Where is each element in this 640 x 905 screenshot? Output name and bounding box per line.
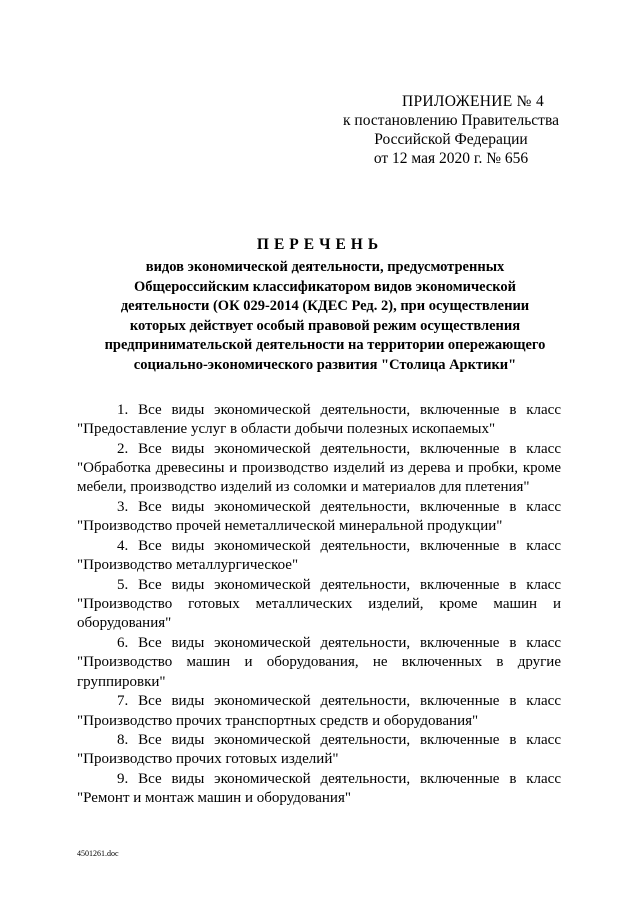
list-item-class: "Производство прочих готовых изделий" bbox=[77, 751, 339, 768]
list-item-class: "Производство готовых металлических изделий, кроме машин и оборудования" bbox=[77, 596, 561, 632]
subtitle-line: предпринимательской деятельности на территории опережающего bbox=[104, 337, 546, 353]
list-item-lead: 8. Все виды экономической деятельности, включенные в класс bbox=[117, 732, 561, 749]
list-item bbox=[77, 401, 561, 440]
list-item-lead: 6. Все виды экономической деятельности, включенные в класс bbox=[117, 635, 561, 652]
appendix-title: ПРИЛОЖЕНИЕ № 4 bbox=[401, 93, 544, 110]
list-item-class: "Производство прочей неметаллической минеральной продукции" bbox=[77, 518, 503, 535]
list-item bbox=[77, 537, 561, 576]
appendix-block bbox=[338, 92, 564, 168]
appendix-date-number: от 12 мая 2020 г. № 656 bbox=[373, 150, 529, 167]
subtitle-line: Общероссийским классификатором видов экономической bbox=[134, 278, 516, 295]
subtitle-line: видов экономической деятельности, предусмотренных bbox=[145, 259, 505, 275]
list-item-lead: 7. Все виды экономической деятельности, включенные в класс bbox=[117, 693, 561, 710]
list-item bbox=[77, 731, 561, 770]
list-item-lead: 1. Все виды экономической деятельности, включенные в класс bbox=[117, 402, 561, 418]
appendix-decree: к постановлению Правительства bbox=[343, 112, 559, 129]
list-item-class: "Ремонт и монтаж машин и оборудования" bbox=[77, 790, 351, 807]
subtitle-line: деятельности (ОК 029-2014 (КДЕС Ред. 2), при осуществлении bbox=[120, 298, 530, 314]
list-item-class: "Предоставление услуг в области добычи полезных ископаемых" bbox=[77, 421, 496, 438]
subtitle-line: которых действует особый правовой режим осуществления bbox=[129, 317, 521, 334]
list-item-class: "Производство металлургическое" bbox=[77, 557, 299, 574]
document-heading: ПЕРЕЧЕНЬ bbox=[256, 236, 384, 253]
list-item-class: "Обработка древесины и производство изделий из дерева и пробки, кроме мебели, производство изделий из соломки и материалов для плетения" bbox=[77, 460, 561, 496]
list-item-lead: 2. Все виды экономической деятельности, включенные в класс bbox=[117, 440, 561, 457]
list-item bbox=[77, 498, 561, 537]
list-item bbox=[77, 440, 561, 498]
list-item bbox=[77, 692, 561, 731]
list-item-lead: 9. Все виды экономической деятельности, включенные в класс bbox=[117, 771, 561, 788]
list-item bbox=[77, 634, 561, 692]
subtitle-line: социально-экономического развития "Столица Арктики" bbox=[133, 356, 517, 373]
list-item bbox=[77, 770, 561, 809]
list-item-lead: 3. Все виды экономической деятельности, включенные в класс bbox=[117, 499, 561, 516]
list-item-class: "Производство прочих транспортных средств и оборудования" bbox=[77, 712, 479, 729]
file-name-footer: 4501261.doc bbox=[77, 849, 119, 858]
list-item-lead: 4. Все виды экономической деятельности, включенные в класс bbox=[117, 537, 561, 554]
document-subtitle bbox=[90, 258, 560, 375]
activity-list bbox=[77, 401, 561, 809]
list-item-class: "Производство машин и оборудования, не включенных в другие группировки" bbox=[77, 654, 561, 690]
appendix-government: Российской Федерации bbox=[374, 131, 528, 148]
list-item-lead: 5. Все виды экономической деятельности, включенные в класс bbox=[117, 576, 561, 593]
list-item bbox=[77, 576, 561, 634]
